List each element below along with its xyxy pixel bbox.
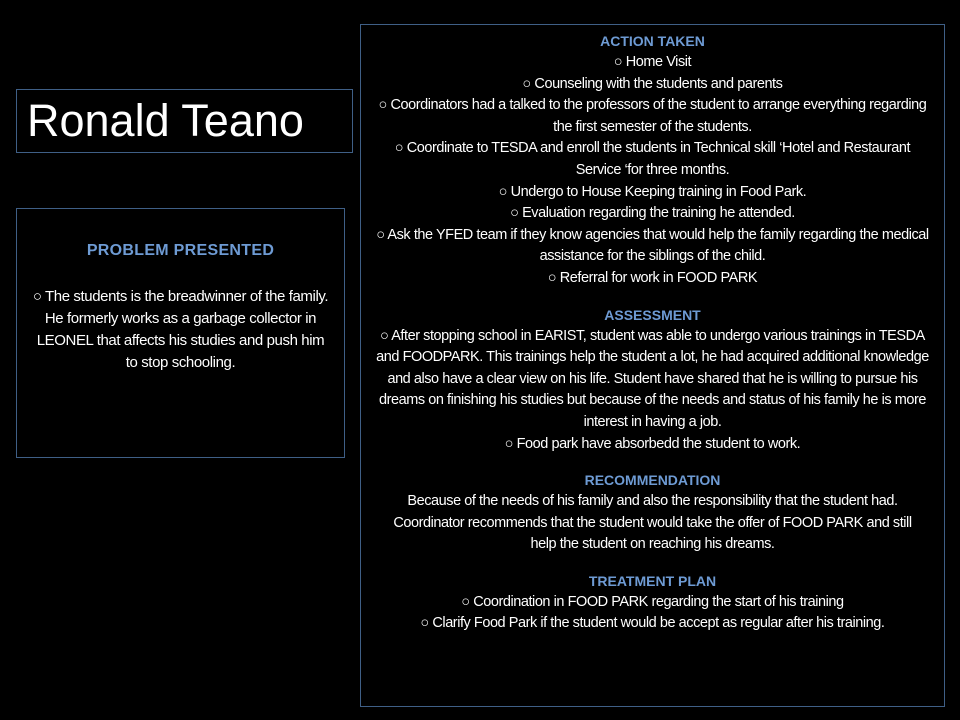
problem-heading: PROBLEM PRESENTED <box>86 242 275 259</box>
action-item: ○ Counseling with the students and parents <box>522 75 783 92</box>
recommendation-text: Because of the needs of his family and also the responsibility that the student had. Coordinator recommends that the student would take the offer of FOOD PARK and still help the student on reaching his dreams. <box>393 493 912 553</box>
action-item: ○ Coordinators had a talked to the professors of the student to arrange everything regarding the first semester of the students. <box>378 97 927 135</box>
treatment-item: ○ Clarify Food Park if the student would be accept as regular after his training. <box>420 615 885 632</box>
assessment-heading: ASSESSMENT <box>604 306 701 323</box>
action-item: ○ Referral for work in FOOD PARK <box>547 269 758 286</box>
case-details-box <box>360 24 945 707</box>
action-item: ○ Home Visit <box>613 54 692 70</box>
action-item: ○ Coordinate to TESDA and enroll the students in Technical skill ‘Hotel and Restaurant Service ‘for three months. <box>394 140 911 178</box>
action-item: ○ Ask the YFED team if they know agencies that would help the family regarding the medical assistance for the siblings of the child. <box>376 226 929 265</box>
problem-box <box>16 208 345 458</box>
action-item: ○ Evaluation regarding the training he attended. <box>510 205 795 222</box>
treatment-heading: TREATMENT PLAN <box>588 572 717 589</box>
treatment-item: ○ Coordination in FOOD PARK regarding the start of his training <box>461 593 844 610</box>
action-heading: ACTION TAKEN <box>600 33 705 49</box>
action-item: ○ Undergo to House Keeping training in Food Park. <box>498 183 807 200</box>
problem-text: ○ The students is the breadwinner of the family. He formerly works as a garbage collector in LEONEL that affects his studies and push him to stop schooling. <box>32 288 329 371</box>
recommendation-heading: RECOMMENDATION <box>584 472 721 489</box>
title-box <box>16 89 353 153</box>
page-title: Ronald Teano <box>27 95 304 146</box>
assessment-item: ○ Food park have absorbedd the student to work. <box>504 435 801 452</box>
assessment-item: ○ After stopping school in EARIST, student was able to undergo various trainings in TESDA and FOODPARK. This trainings help the student a lot, he had acquired additional knowledge and also have a clear view on his life. Student have shared that he is willing to pursue his dreams on finishing his studies but because of the needs and status of his family he is more interest in having a job. <box>376 327 929 430</box>
